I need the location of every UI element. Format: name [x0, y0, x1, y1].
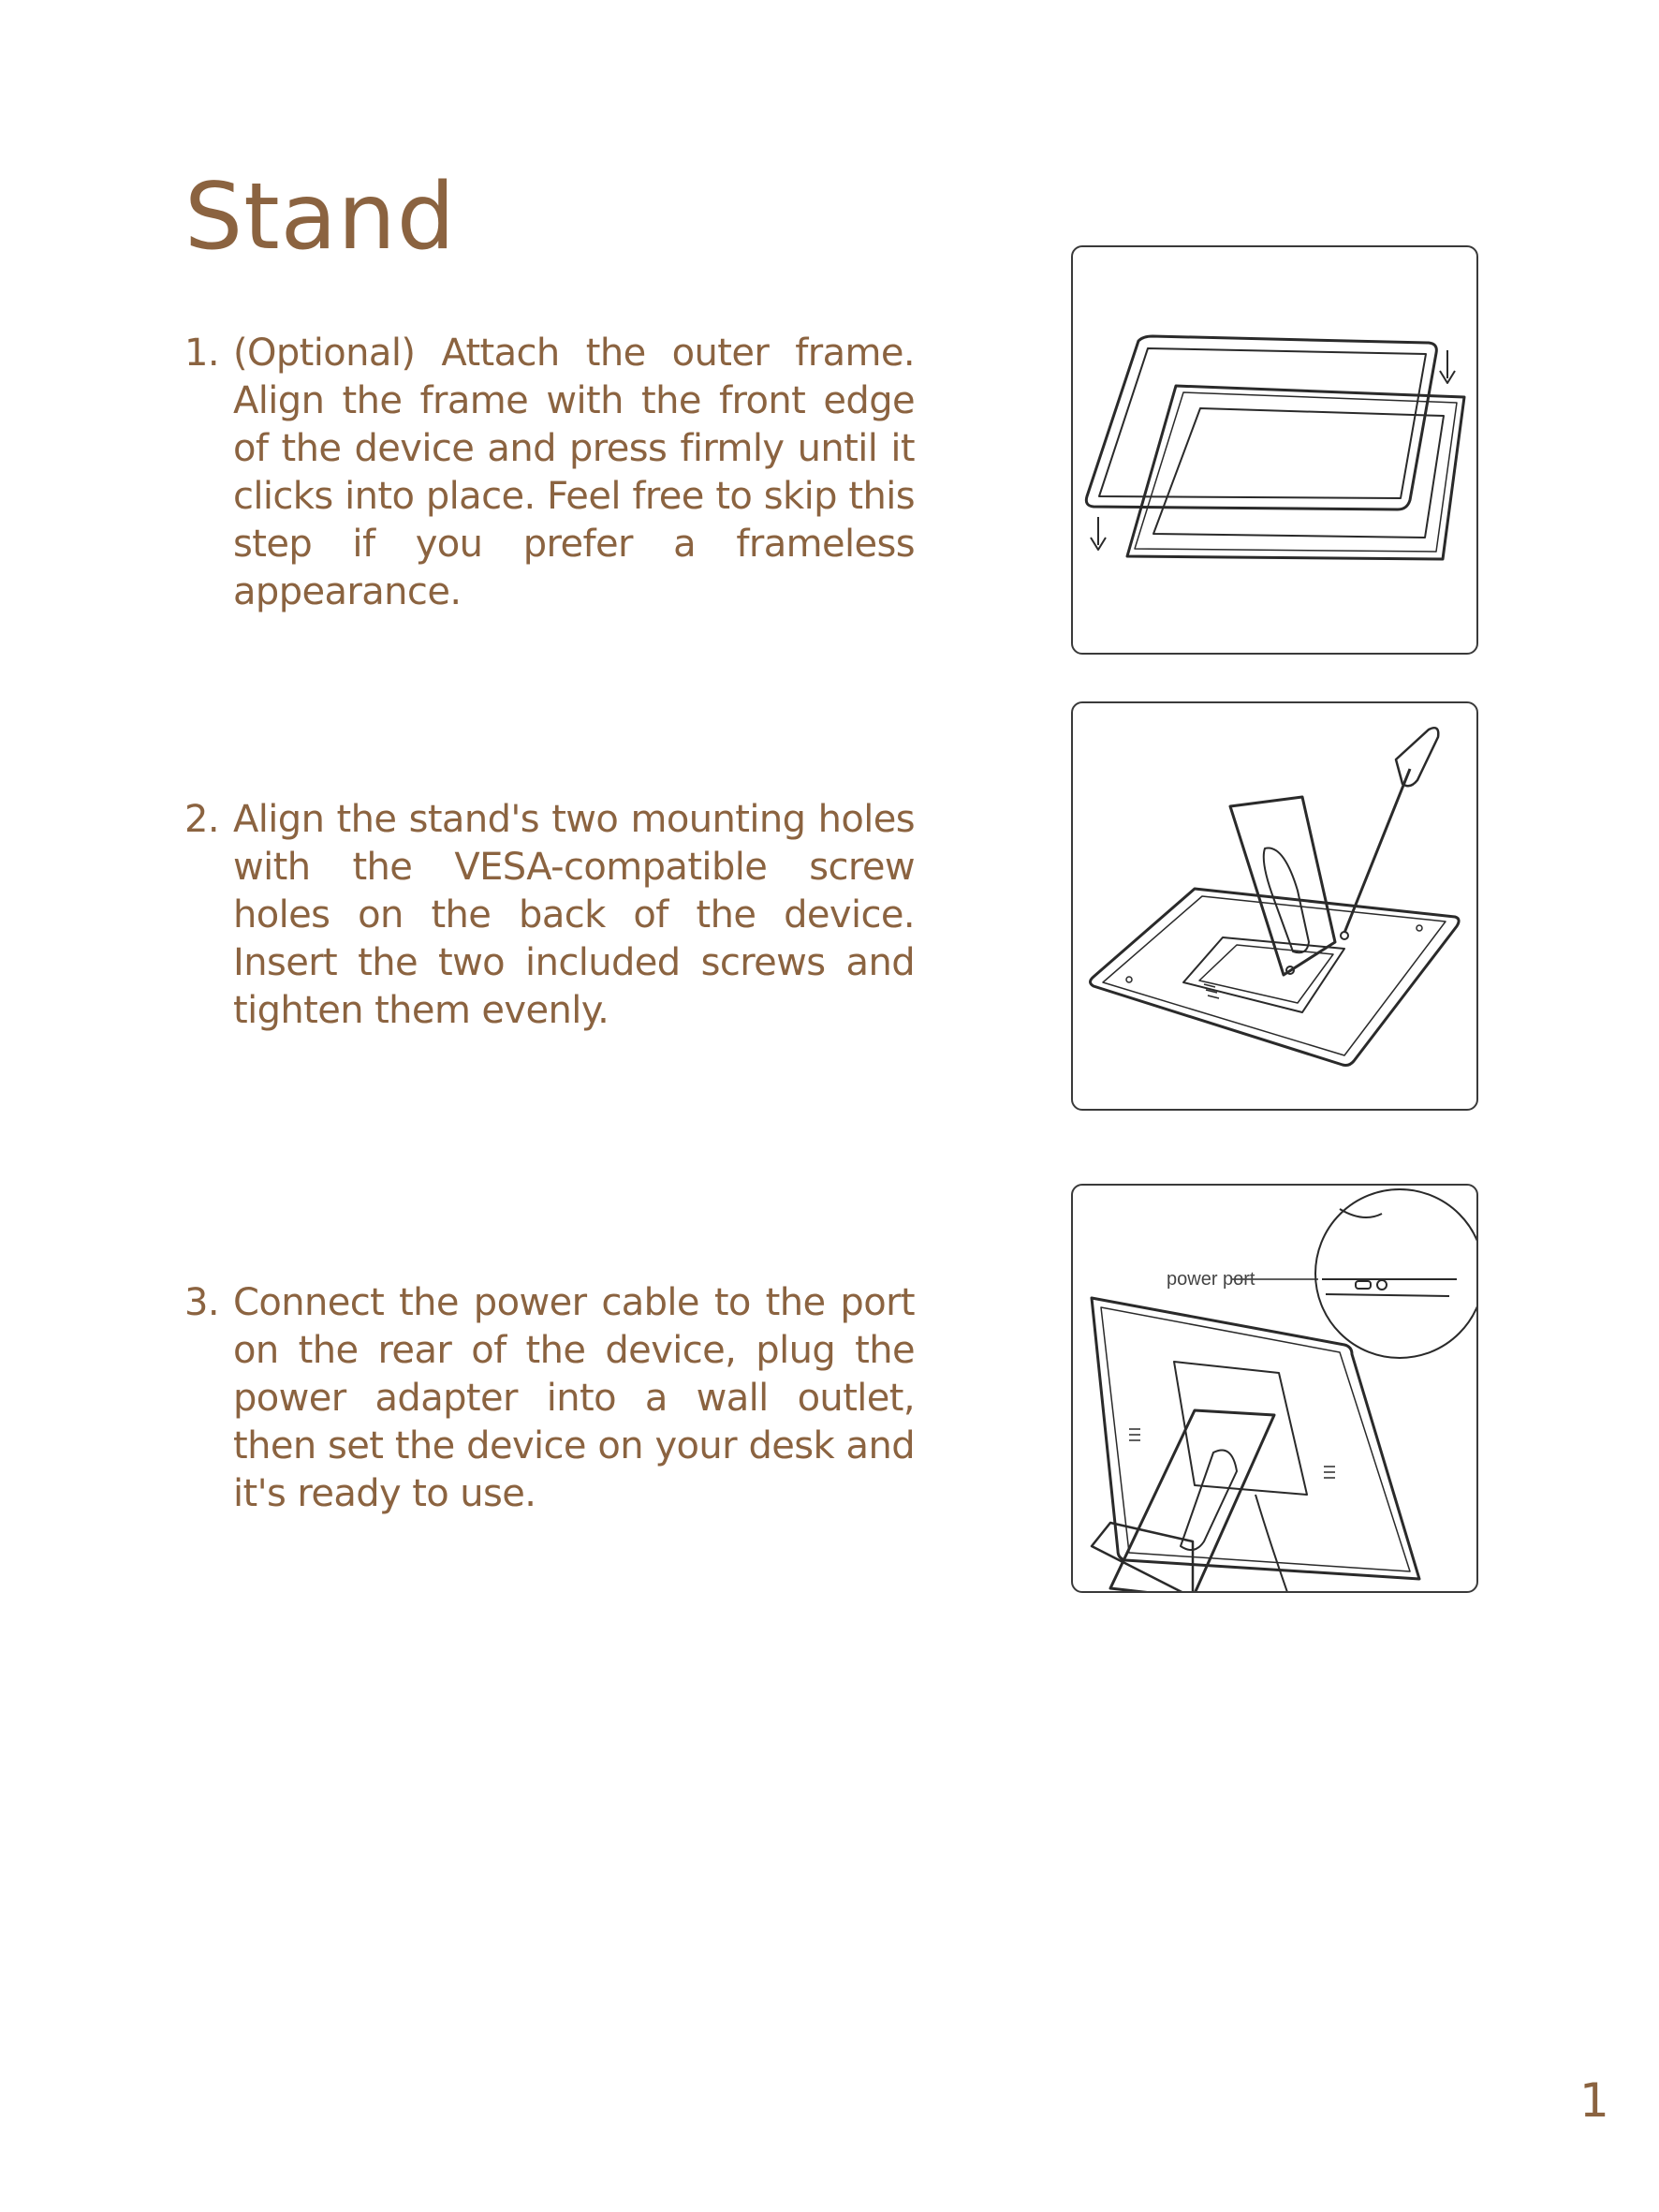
stand-illustration	[1073, 703, 1478, 1111]
page-number: 1	[1579, 2073, 1609, 2128]
page-title: Stand	[184, 163, 457, 271]
step-number: 1.	[184, 332, 219, 375]
frame-illustration	[1073, 247, 1478, 655]
power-port-label: power port	[1167, 1269, 1255, 1290]
step-2	[184, 796, 915, 1035]
step-text: Connect the power cable to the port on the rear of the device, plug the power adapter into a wall outlet, then set the device on your desk and it's ready to use.	[233, 1281, 915, 1515]
power-illustration	[1073, 1186, 1478, 1593]
step-3	[184, 1279, 915, 1518]
figure-connect-power	[1071, 1184, 1478, 1593]
step-number: 2.	[184, 798, 219, 841]
figure-attach-frame	[1071, 245, 1478, 655]
step-text: Align the stand's two mounting holes with the VESA-compatible screw holes on the back of the device. Insert the two included screws and tighten them evenly.	[233, 798, 915, 1032]
step-text: (Optional) Attach the outer frame. Align the frame with the front edge of the device and press firmly until it clicks into place. Feel free to skip this step if you prefer a frameless appearance.	[233, 332, 915, 613]
step-1	[184, 330, 915, 616]
figure-mount-stand	[1071, 701, 1478, 1111]
step-number: 3.	[184, 1281, 219, 1324]
